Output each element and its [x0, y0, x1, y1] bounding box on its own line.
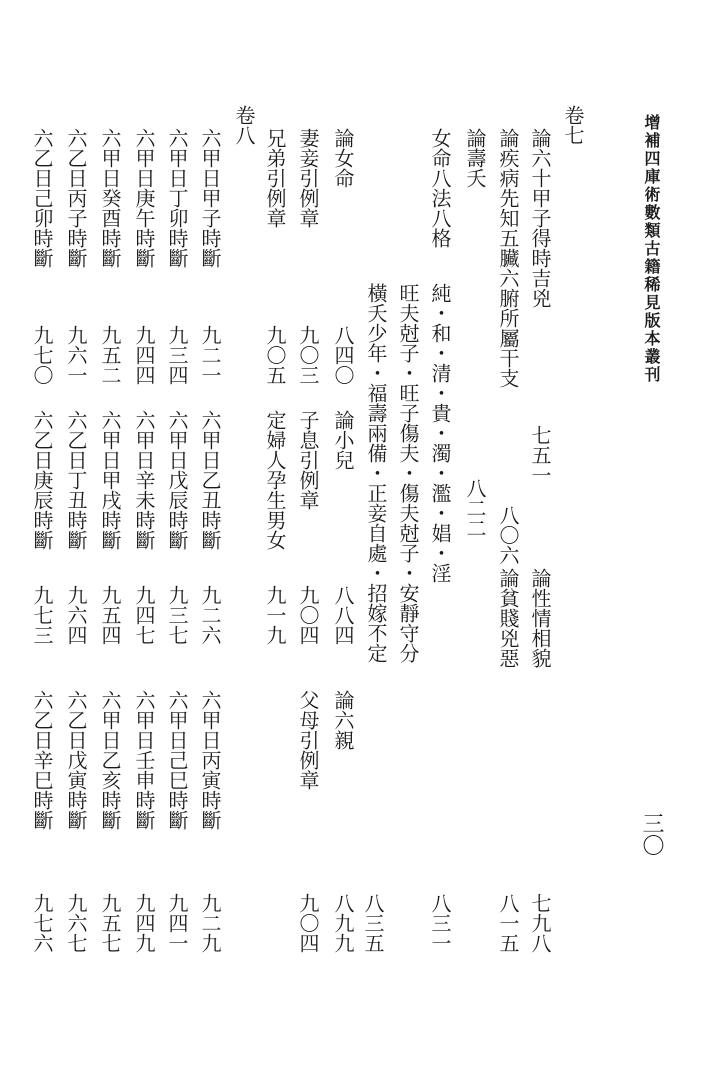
toc-entry-page: 八四〇: [331, 325, 355, 385]
toc-subentry: 純・和・清・貴・濁・濫・娼・淫: [428, 283, 452, 583]
toc-entry-page: 九二六: [198, 585, 222, 645]
toc-entry-title: 六甲日庚午時斷: [132, 128, 156, 268]
toc-entry-title: 六甲日甲戌時斷: [98, 410, 122, 550]
toc-entry-page: 八九九: [331, 893, 355, 953]
toc-entry-title: 六甲日甲子時斷: [198, 128, 222, 268]
toc-entry-page: 九六四: [64, 585, 88, 645]
toc-entry-page: 七九八: [528, 893, 552, 953]
toc-entry-page: 九七〇: [30, 325, 54, 385]
toc-entry-title: 論女命: [331, 128, 355, 188]
toc-entry-page: 七五一: [528, 425, 552, 485]
toc-entry-page: 九三四: [165, 325, 189, 385]
toc-entry-title: 論小兒: [331, 410, 355, 470]
toc-entry-title: 定婦人孕生男女: [263, 410, 287, 550]
toc-entry-title: 六乙日辛巳時斷: [30, 690, 54, 830]
toc-entry-page: 九一九: [263, 585, 287, 645]
toc-entry-page: 九四一: [165, 893, 189, 953]
toc-entry-title: 論貧賤兇惡: [496, 568, 520, 668]
page-number: 三〇: [639, 812, 664, 856]
toc-entry-page: 八一五: [496, 893, 520, 953]
toc-entry-title: 妻妾引例章: [296, 128, 320, 228]
toc-entry-title: 六乙日丙子時斷: [64, 128, 88, 268]
toc-entry-page: 九四九: [132, 893, 156, 953]
toc-entry-title: 六甲日己巳時斷: [165, 690, 189, 830]
toc-entry-page: 九五四: [98, 585, 122, 645]
toc-entry-title: 兄弟引例章: [263, 128, 287, 228]
toc-entry-page: 八三一: [428, 893, 452, 953]
toc-entry-title: 論六十甲子得時吉兇: [528, 128, 552, 308]
toc-entry-page: 九七六: [30, 893, 54, 953]
toc-entry-title: 論疾病先知五臟六腑所屬干支: [496, 128, 520, 388]
toc-entry-title: 六甲日乙亥時斷: [98, 690, 122, 830]
toc-entry-page: 九四七: [132, 585, 156, 645]
toc-entry-title: 論性情相貌: [528, 568, 552, 668]
toc-entry-page: 八三五: [361, 893, 385, 953]
toc-entry-title: 六甲日壬申時斷: [132, 690, 156, 830]
toc-entry-page: 八〇六: [496, 505, 520, 565]
toc-entry-title: 六甲日辛未時斷: [132, 410, 156, 550]
toc-entry-title: 六甲日丁卯時斷: [165, 128, 189, 268]
toc-entry-title: 子息引例章: [296, 410, 320, 510]
toc-entry-page: 九三七: [165, 585, 189, 645]
toc-entry-page: 八八四: [331, 585, 355, 645]
toc-entry-page: 八二二: [463, 478, 487, 538]
toc-entry-page: 九二一: [198, 325, 222, 385]
toc-entry-title: 六甲日癸酉時斷: [98, 128, 122, 268]
toc-entry-page: 九六一: [64, 325, 88, 385]
toc-subentry: 橫夭少年・福壽兩備・正妾自處・招嫁不定: [364, 283, 388, 663]
toc-entry-title: 六乙日丁丑時斷: [64, 410, 88, 550]
toc-entry-page: 九〇四: [296, 893, 320, 953]
toc-entry-title: 六甲日乙丑時斷: [198, 410, 222, 550]
toc-entry-page: 九二九: [198, 893, 222, 953]
toc-entry-page: 九五二: [98, 325, 122, 385]
toc-entry-page: 九〇五: [263, 325, 287, 385]
toc-entry-page: 九五七: [98, 893, 122, 953]
toc-entry-title: 六甲日戊辰時斷: [165, 410, 189, 550]
toc-entry-page: 九七三: [30, 585, 54, 645]
toc-entry-title: 女命八法八格: [428, 128, 452, 248]
toc-entry-title: 父母引例章: [296, 690, 320, 790]
toc-entry-title: 六乙日庚辰時斷: [30, 410, 54, 550]
toc-entry-page: 九四四: [132, 325, 156, 385]
toc-entry-page: 九〇四: [296, 585, 320, 645]
toc-entry-title: 六甲日丙寅時斷: [198, 690, 222, 830]
toc-entry-title: 六乙日戊寅時斷: [64, 690, 88, 830]
toc-entry-title: 論六親: [331, 690, 355, 750]
series-title: 增補四庫術數類古籍稀見版本叢刊: [642, 114, 661, 384]
volume-heading: 卷七: [561, 105, 585, 145]
toc-subentry: 旺夫尅子・旺子傷夫・傷夫尅子・安靜守分: [396, 283, 420, 663]
toc-entry-title: 六乙日己卯時斷: [30, 128, 54, 268]
toc-entry-title: 論壽夭: [463, 128, 487, 188]
volume-heading: 卷八: [232, 105, 256, 145]
toc-entry-page: 九〇三: [296, 325, 320, 385]
toc-entry-page: 九六七: [64, 893, 88, 953]
